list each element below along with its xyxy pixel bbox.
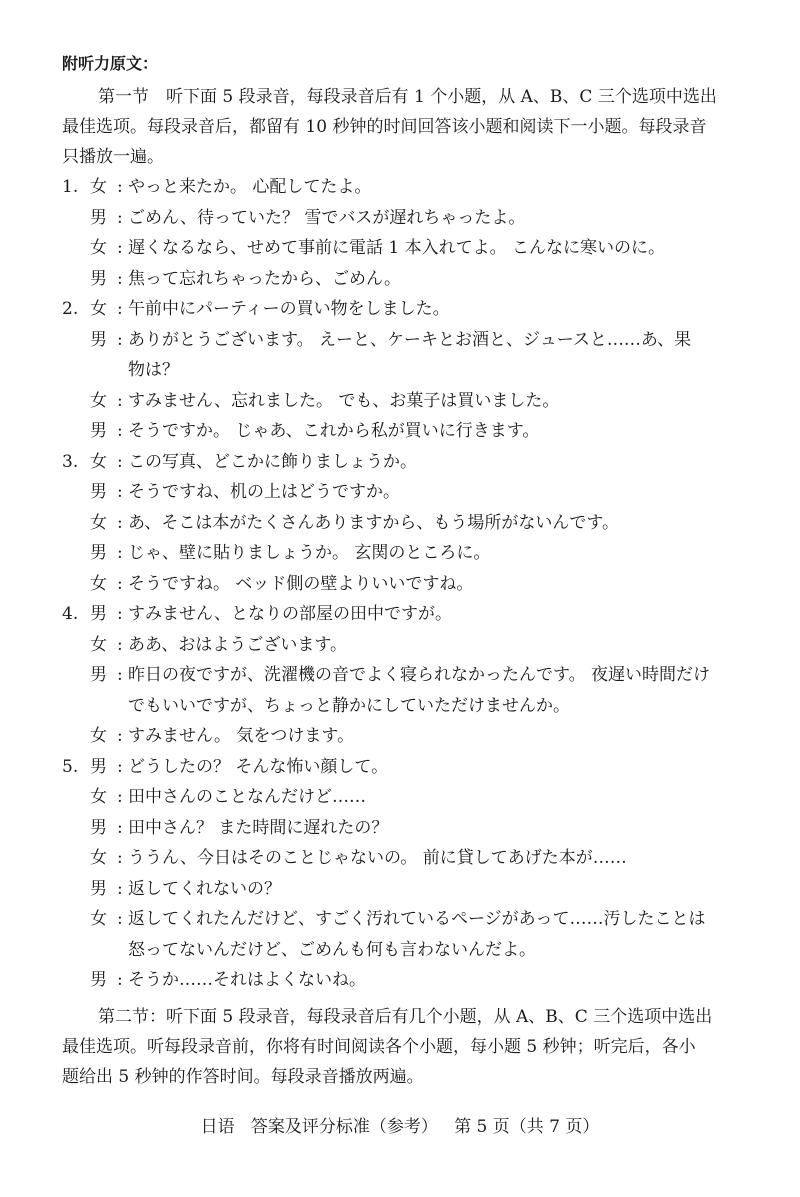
dialogue-turn (0, 782, 800, 812)
dialogue-turn (0, 965, 800, 995)
dialogue-turn-continuation (0, 691, 800, 721)
speaker-label: 女 (90, 451, 107, 472)
utterance-text: そうですか。 じゃあ、これから私が買いに行きます。 (128, 421, 540, 441)
dialogue-number: 4. (62, 604, 79, 624)
section1-line: 最佳选项。每段录音后，都留有 10 秒钟的时间回答该小题和阅读下一小题。每段录音 (62, 117, 707, 137)
speaker-colon: : (117, 451, 123, 472)
utterance-text: 昨日の夜ですが、洗濯機の音でよく寝られなかったんです。 夜遅い時間だけ (128, 665, 711, 685)
utterance-text: でもいいですが、ちょっと静かにしていただけませんか。 (128, 695, 570, 716)
utterance-text: 田中さんのことなんだけど…… (128, 787, 366, 807)
utterance-text: 物は？ (128, 360, 179, 380)
dialogue-turn-continuation (0, 355, 800, 385)
dialogue-turn (0, 386, 800, 416)
speaker-colon: : (117, 421, 123, 441)
dialogue-turn (0, 508, 800, 538)
speaker-label: 女 (90, 848, 107, 868)
utterance-text: どうしたの？ そんな怖い顔して。 (128, 756, 389, 777)
speaker-label: 男 (90, 817, 107, 838)
dialogue-turn (0, 477, 800, 507)
utterance-text: すみません。 気をつけます。 (128, 726, 355, 746)
speaker-colon: : (117, 512, 123, 533)
speaker-colon: : (117, 787, 123, 807)
speaker-label: 男 (90, 207, 107, 228)
dialogue-turn (0, 599, 800, 629)
dialogue-turn (0, 843, 800, 873)
footer-title: 答案及评分标准（参考） (250, 1117, 438, 1137)
dialogue-turn (0, 752, 800, 782)
section1-instructions (62, 82, 752, 172)
speaker-label: 女 (90, 177, 107, 197)
dialogue-turn (0, 721, 800, 751)
speaker-colon: : (117, 543, 123, 563)
speaker-colon: : (117, 909, 123, 929)
speaker-label: 女 (90, 726, 107, 746)
speaker-colon: : (117, 390, 123, 411)
speaker-colon: : (117, 878, 123, 899)
dialogue-turn (0, 538, 800, 568)
speaker-colon: : (117, 299, 123, 319)
utterance-text: 田中さん？ また時間に遅れたの？ (128, 817, 389, 838)
speaker-label: 女 (90, 390, 107, 411)
speaker-label: 男 (90, 421, 107, 441)
speaker-colon: : (117, 573, 123, 594)
utterance-text: 遅くなるなら、せめて事前に電話 1 本入れてよ。 こんなに寒いのに。 (128, 238, 666, 258)
dialogue-turn (0, 447, 800, 477)
dialogue-number: 5. (62, 756, 79, 777)
utterance-text: 午前中にパーティーの買い物をしました。 (128, 299, 450, 319)
speaker-colon: : (117, 970, 123, 990)
utterance-text: そうですね。 ベッド側の壁よりいいですね。 (128, 573, 474, 594)
section1-line: 只播放一遍。 (62, 147, 164, 167)
speaker-label: 女 (90, 573, 107, 594)
utterance-text: ああ、おはようございます。 (128, 634, 347, 655)
speaker-label: 男 (90, 970, 107, 990)
speaker-colon: : (117, 756, 123, 777)
dialogue-turn (0, 233, 800, 263)
dialogue-turn (0, 660, 800, 690)
utterance-text: そうですね、机の上はどうですか。 (128, 482, 400, 502)
dialogue-turn (0, 264, 800, 294)
utterance-text: ありがとうございます。 えーと、ケーキとお酒と、ジュースと……あ、果 (128, 329, 692, 350)
utterance-text: じゃ、壁に貼りましょうか。 玄関のところに。 (128, 543, 491, 563)
utterance-text: ごめん、待っていた？ 雪でバスが遅れちゃったよ。 (128, 207, 526, 228)
speaker-label: 男 (90, 604, 107, 624)
dialogue-number: 1. (62, 177, 79, 197)
utterance-text: 返してくれないの？ (128, 878, 281, 899)
dialogue-turn (0, 874, 800, 904)
page-heading: 附听力原文： (62, 54, 159, 73)
utterance-text: すみません、忘れました。 でも、お菓子は買いました。 (128, 390, 560, 411)
section2-line: 最佳选项。听每段录音前，你将有时间阅读各个小题，每小题 5 秒钟；听完后，各小 (62, 1037, 696, 1057)
speaker-label: 男 (90, 268, 107, 289)
speaker-colon: : (117, 238, 123, 258)
speaker-colon: : (117, 177, 123, 197)
section2-instructions (62, 1002, 752, 1092)
footer-subject: 日语 (200, 1117, 235, 1137)
speaker-colon: : (117, 268, 123, 289)
dialogue-turn (0, 172, 800, 202)
speaker-label: 女 (90, 299, 107, 319)
dialogue-number: 3. (62, 451, 79, 472)
speaker-label: 女 (90, 512, 107, 533)
dialogue-turn (0, 294, 800, 324)
speaker-label: 女 (90, 787, 107, 807)
speaker-label: 女 (90, 909, 107, 929)
dialogue-turn (0, 904, 800, 934)
dialogue-turn (0, 203, 800, 233)
speaker-label: 女 (90, 238, 107, 258)
section2-line: 题给出 5 秒钟的作答时间。每段录音播放两遍。 (62, 1067, 424, 1087)
utterance-text: 焦って忘れちゃったから、ごめん。 (128, 268, 402, 289)
utterance-text: あ、そこは本がたくさんありますから、もう場所がないんです。 (128, 512, 619, 533)
section2-line: 第二节：听下面 5 段录音，每段录音后有几个小题，从 A、B、C 三个选项中选出 (98, 1007, 713, 1027)
section1-line: 第一节 听下面 5 段录音，每段录音后有 1 个小题，从 A、B、C 三个选项中选出 (98, 87, 717, 107)
speaker-label: 男 (90, 543, 107, 563)
dialogue-turn (0, 813, 800, 843)
dialogue-turn (0, 569, 800, 599)
footer-page-number: 第 5 页（共 7 页） (454, 1117, 600, 1137)
speaker-colon: : (117, 634, 123, 655)
dialogue-turn-continuation (0, 935, 800, 965)
page-footer (0, 1112, 800, 1142)
speaker-colon: : (117, 817, 123, 838)
speaker-colon: : (117, 726, 123, 746)
speaker-label: 男 (90, 878, 107, 899)
speaker-colon: : (117, 604, 123, 624)
speaker-label: 女 (90, 634, 107, 655)
utterance-text: そうか……それはよくないね。 (128, 970, 366, 990)
speaker-colon: : (117, 482, 123, 502)
dialogue-turn (0, 630, 800, 660)
utterance-text: ううん、今日はそのことじゃないの。 前に貸してあげた本が…… (128, 848, 627, 868)
speaker-label: 男 (90, 482, 107, 502)
utterance-text: すみません、となりの部屋の田中ですが。 (128, 604, 453, 624)
speaker-label: 男 (90, 756, 107, 777)
dialogue-turn (0, 416, 800, 446)
dialogue-turn (0, 325, 800, 355)
utterance-text: 返してくれたんだけど、すごく汚れているページがあって……汚したことは (128, 909, 706, 929)
speaker-colon: : (117, 665, 123, 685)
utterance-text: やっと来たか。 心配してたよ。 (128, 177, 372, 197)
utterance-text: この写真、どこかに飾りましょうか。 (128, 451, 417, 472)
dialogue-number: 2. (62, 299, 79, 319)
speaker-label: 男 (90, 329, 107, 350)
speaker-colon: : (117, 848, 123, 868)
speaker-colon: : (117, 329, 123, 350)
speaker-label: 男 (90, 665, 107, 685)
utterance-text: 怒ってないんだけど、ごめんも何も言わないんだよ。 (128, 939, 536, 960)
speaker-colon: : (117, 207, 123, 228)
